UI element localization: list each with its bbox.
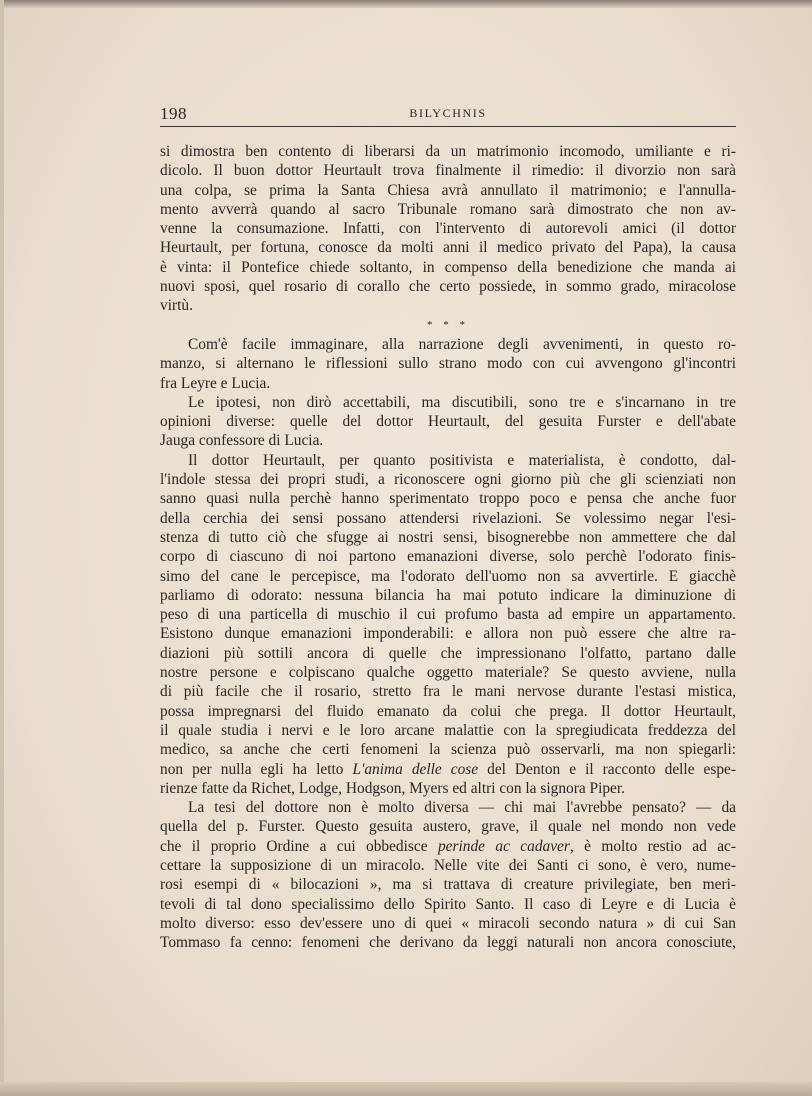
text-line: diazioni più sottili ancora di quelle che impressionano l'olfatto, partano dalle — [160, 644, 736, 662]
text-line: opinioni diverse: quelle del dottor Heurtault, del gesuita Furster e dell'abate — [160, 413, 736, 431]
text-line: rienze fatte da Richet, Lodge, Hodgson, Myers ed altri con la signora Piper. — [160, 779, 626, 797]
page-number: 198 — [160, 104, 187, 123]
text-line-with-latin — [160, 837, 736, 856]
text-line: della cerchia dei sensi possano attendersi rivelazioni. Se volessimo negar l'esi- — [160, 509, 736, 527]
text-line: mento avverrà quando al sacro Tribunale romano sarà dimostrato che non av- — [160, 200, 736, 218]
paragraph-first-line: Le ipotesi, non dirò accettabili, ma discutibili, sono tre e s'incarnano in tre — [188, 393, 736, 411]
text-line: molto diverso: esso dev'essere uno di quei « miracoli secondo natura » di cui San — [160, 914, 736, 932]
text-line: di più facile che il rosario, stretto fra le mani nervose durante l'estasi mistica, — [160, 683, 736, 701]
body-text — [160, 142, 736, 952]
text-line: quella del p. Furster. Questo gesuita austero, grave, il quale nel mondo non vede — [160, 818, 736, 836]
text-line: Esistono dunque emanazioni imponderabili: e allora non può essere che altre ra- — [160, 625, 736, 643]
text-line: è vinta: il Pontefice chiede soltanto, in compenso della benedizione che manda ai — [160, 258, 736, 276]
text-line: simo del cane le percepisce, ma l'odorato dell'uomo non sa avvertirle. E giacchè — [160, 567, 736, 585]
text-run: del Denton e il racconto delle espe- — [478, 760, 736, 778]
text-run: che il proprio Ordine a cui obbedisce — [160, 837, 438, 855]
text-line: stenza di tutto ciò che sfugge ai nostri sensi, bisognerebbe non ammettere che dal — [160, 528, 736, 546]
text-line: virtù. — [160, 297, 193, 315]
text-line: una colpa, se prima la Santa Chiesa avrà annullato il matrimonio; e l'annulla- — [160, 181, 736, 199]
text-line-with-title — [160, 760, 736, 779]
text-line: Tommaso fa cenno: fenomeni che derivano da leggi naturali non ancora conosciute, — [160, 934, 736, 952]
text-line: sanno quasi nulla perchè hanno sperimentato troppo poco e pensa che anche fuor — [160, 490, 736, 508]
text-line: tevoli di tal dono specialissimo dello Spirito Santo. Il caso di Leyre e di Lucia è — [160, 895, 736, 913]
text-line: cettare la supposizione di un miracolo. Nelle vite dei Santi ci sono, è vero, nume- — [160, 856, 736, 874]
text-line: parliamo di odorato: nessuna bilancia ha mai potuto indicare la diminuzione di — [160, 586, 736, 604]
text-line: nuovi sposi, quel rosario di corallo che certo possiede, in sommo grado, miracolose — [160, 278, 736, 296]
page-header — [160, 104, 736, 126]
paragraph-first-line: Il dottor Heurtault, per quanto positivista e materialista, è condotto, dal- — [188, 451, 736, 469]
running-title: BILYCHNIS — [409, 106, 487, 120]
book-title: L'anima delle cose — [352, 760, 479, 778]
text-line: fra Leyre e Lucia. — [160, 374, 271, 392]
page-top-edge — [0, 0, 812, 8]
text-line: Heurtault, per fortuna, conosce da molti anni il medico privato del Papa), la causa — [160, 239, 736, 257]
text-line: Jauga confessore di Lucia. — [160, 432, 324, 450]
text-line: corpo di ciascuno di noi partono emanazioni diverse, solo perchè l'odorato finis- — [160, 548, 736, 566]
text-line: nostre persone e colpiscano qualche oggetto materiale? Se questo avviene, nulla — [160, 664, 736, 682]
text-line: possa impregnarsi del fluido emanato da colui che prega. Il dottor Heurtault, — [160, 702, 736, 720]
text-line: dicolo. Il buon dottor Heurtault trova finalmente il rimedio: il divorzio non sarà — [160, 162, 736, 180]
header-rule — [160, 126, 736, 127]
text-line: rosi esempi di « bilocazioni », ma si trattava di creature privilegiate, ben meri- — [160, 876, 736, 894]
paragraph-first-line: La tesi del dottore non è molto diversa — chi mai l'avrebbe pensato? — da — [188, 799, 736, 817]
text-line: peso di una particella di muschio il cui profumo basta ad empire un appartamento. — [160, 606, 736, 624]
text-line: il quale studia i nervi e le loro arcane malattie con la spregiudicata freddezza del — [160, 721, 736, 739]
page-left-edge — [0, 0, 4, 1096]
text-line: venne la consumazione. Infatti, con l'intervento di autorevoli amici (il dottor — [160, 220, 736, 238]
text-line: medico, sa anche che certi fenomeni la scienza può osservarli, ma non spiegarli: — [160, 741, 736, 759]
text-run: non per nulla egli ha letto — [160, 760, 353, 778]
text-line: manzo, si alternano le riflessioni sullo strano modo con cui avvengono gl'incontri — [160, 355, 736, 373]
text-run: , è molto restio ad ac- — [569, 837, 736, 855]
text-line: l'indole stessa dei propri studi, a riconoscere ogni giorno più che gli scienziati non — [160, 471, 736, 489]
page-bottom-edge — [0, 1082, 812, 1096]
text-line: si dimostra ben contento di liberarsi da un matrimonio incomodo, umiliante e ri- — [160, 143, 736, 160]
latin-phrase: perinde ac cadaver — [437, 837, 570, 855]
paragraph-first-line: Com'è facile immaginare, alla narrazione degli avvenimenti, in questo ro- — [188, 335, 736, 353]
section-separator: * * * — [427, 318, 469, 331]
